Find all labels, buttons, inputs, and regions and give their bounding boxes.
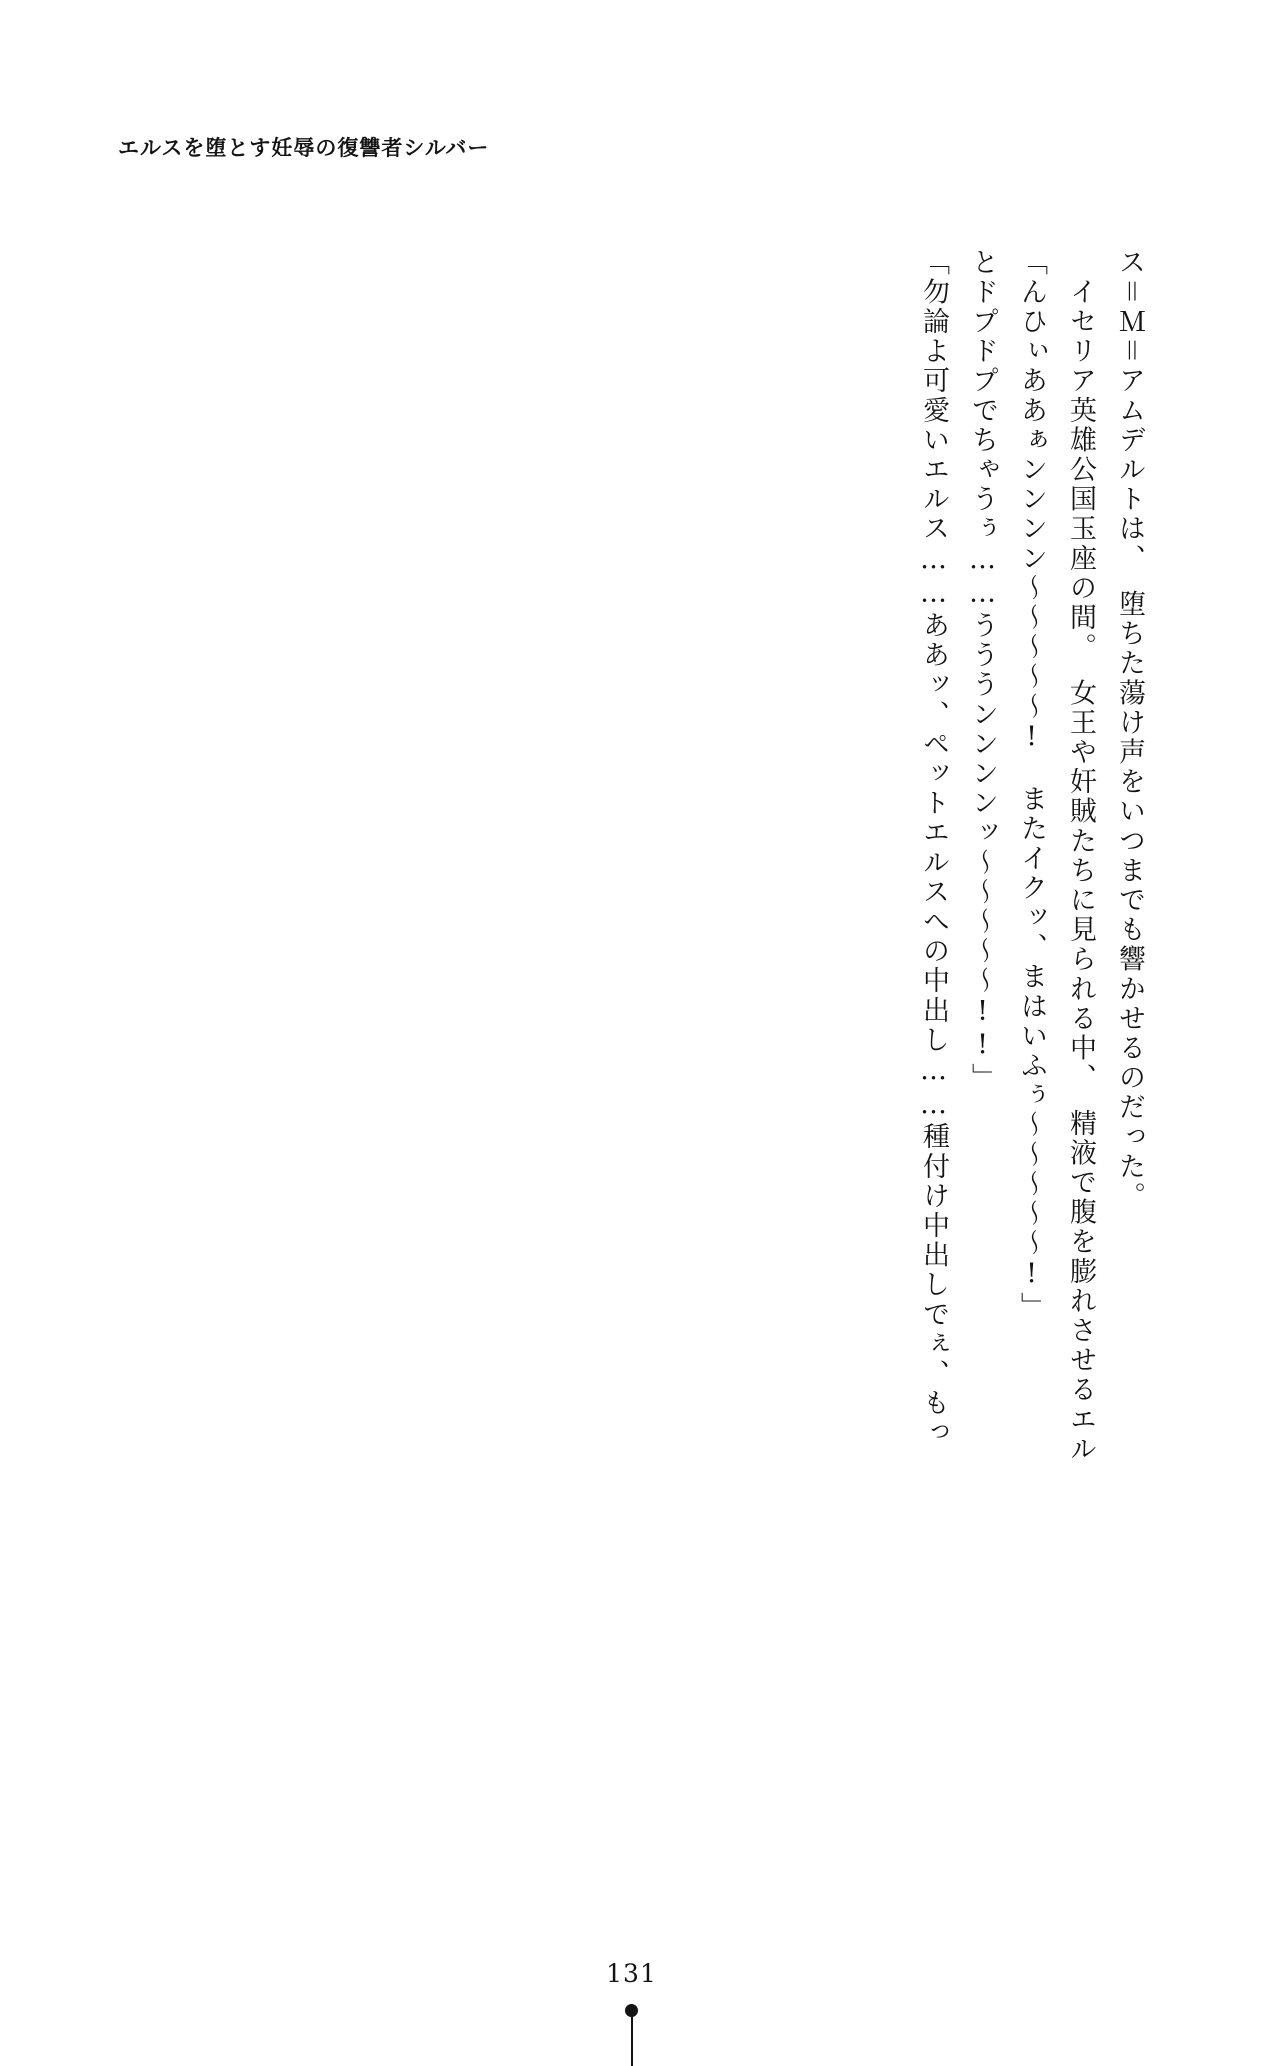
footer-ornament [0,1988,1263,2066]
vertical-text-body [918,248,1145,1465]
text-line: ス＝Ｍ＝アムデルトは、 堕ちた蕩け声をいつまでも響かせるのだった。 [1114,248,1145,1212]
text-line: 「勿論よ可愛いエルス……ああッ、ペットエルスへの中出し……種付け中出しでぇ、もっ [918,248,949,1448]
page-number: 131 [606,1959,657,1988]
ornament-dot-icon [625,2004,638,2017]
text-line: イセリア英雄公国玉座の間。 女王や奸賊たちに見られる中、 精液で腹を膨れさせるエル [1065,248,1096,1465]
text-line: 「んひぃああぁンンンン～～～～～! またイクッ、まはいふぅ～～～～～!」 [1016,248,1047,1322]
ornament-stem-icon [631,2017,633,2066]
text-line: とドプドプでちゃうぅ……うううンンンンッ～～～～～!!」 [967,248,998,1093]
running-header-title: エルスを堕とす妊辱の復讐者シルバー [118,135,490,160]
